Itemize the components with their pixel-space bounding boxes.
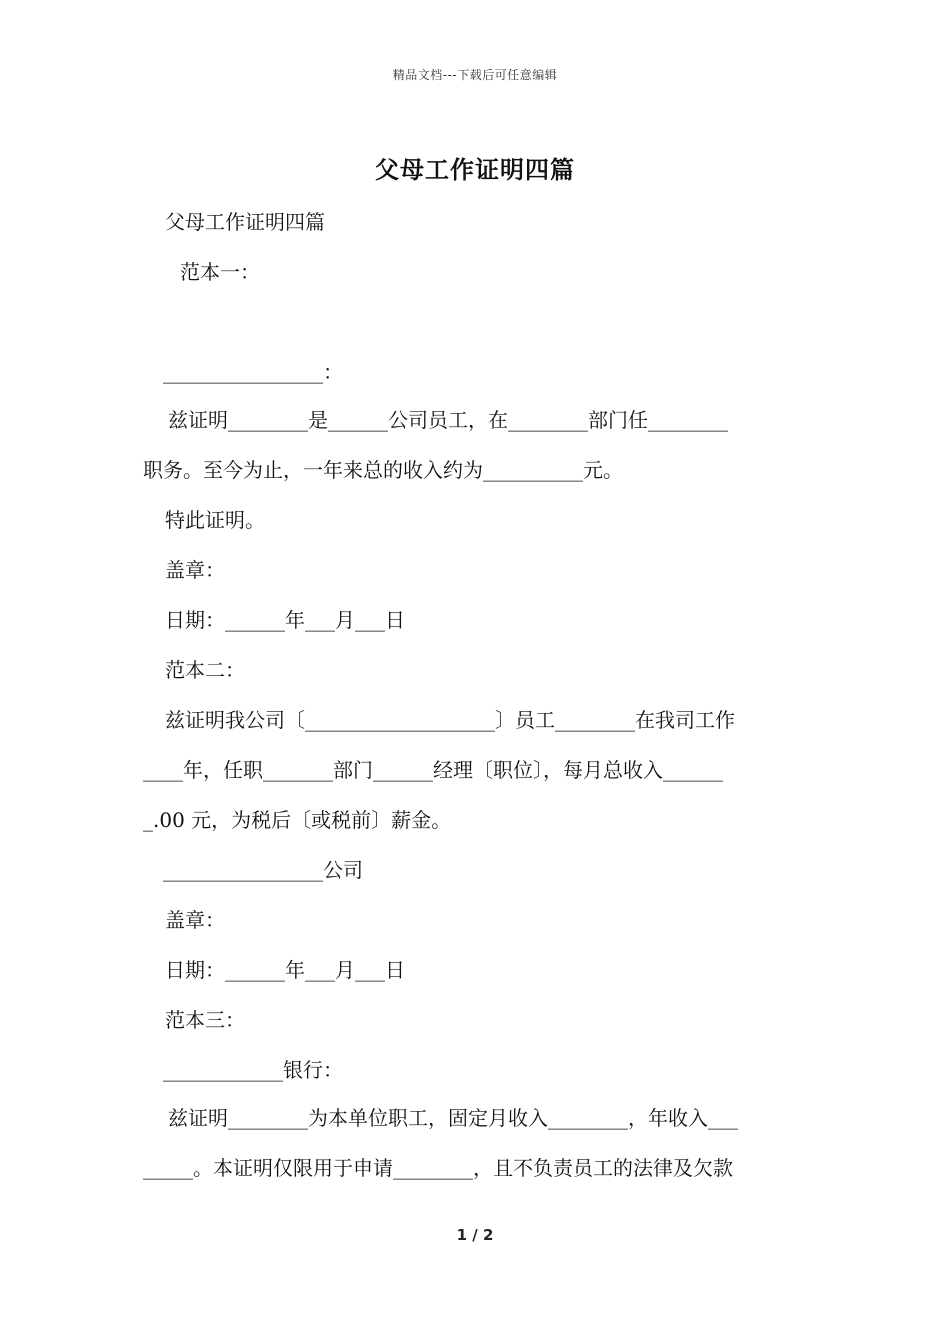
document-title: 父母工作证明四篇 [375, 156, 575, 184]
page-header: 精品文档---下载后可任意编辑 [392, 68, 558, 82]
body-line: 兹证明________是______公司员工，在________部门任________ [168, 408, 728, 432]
body-line: 盖章： [165, 558, 225, 582]
body-line: _.00 元，为税后〔或税前〕薪金。 [143, 808, 452, 832]
body-line: 日期：______年___月___日 [165, 958, 405, 982]
body-line: 范本三： [165, 1008, 245, 1032]
body-line: 兹证明我公司〔___________________〕员工________在我司工作 [165, 708, 735, 732]
body-line: 盖章： [165, 908, 225, 932]
body-line: _____。本证明仅限用于申请________，且不负责员工的法律及欠款 [143, 1156, 733, 1180]
body-line: ________________公司 [163, 858, 363, 882]
body-line: ____年，任职_______部门______经理〔职位〕，每月总收入______ [143, 758, 723, 782]
body-line: 范本二： [165, 658, 245, 682]
body-line: 范本一： [180, 260, 260, 284]
body-line: 特此证明。 [165, 508, 265, 532]
body-line: 职务。至今为止，一年来总的收入约为__________元。 [143, 458, 623, 482]
body-line: 日期：______年___月___日 [165, 608, 405, 632]
body-line: ____________银行： [163, 1058, 343, 1082]
body-line: 父母工作证明四篇 [165, 210, 325, 234]
body-line: 兹证明________为本单位职工，固定月收入________，年收入___ [168, 1106, 738, 1130]
body-line: ________________： [163, 360, 343, 384]
page-number: 1 / 2 [456, 1226, 494, 1244]
